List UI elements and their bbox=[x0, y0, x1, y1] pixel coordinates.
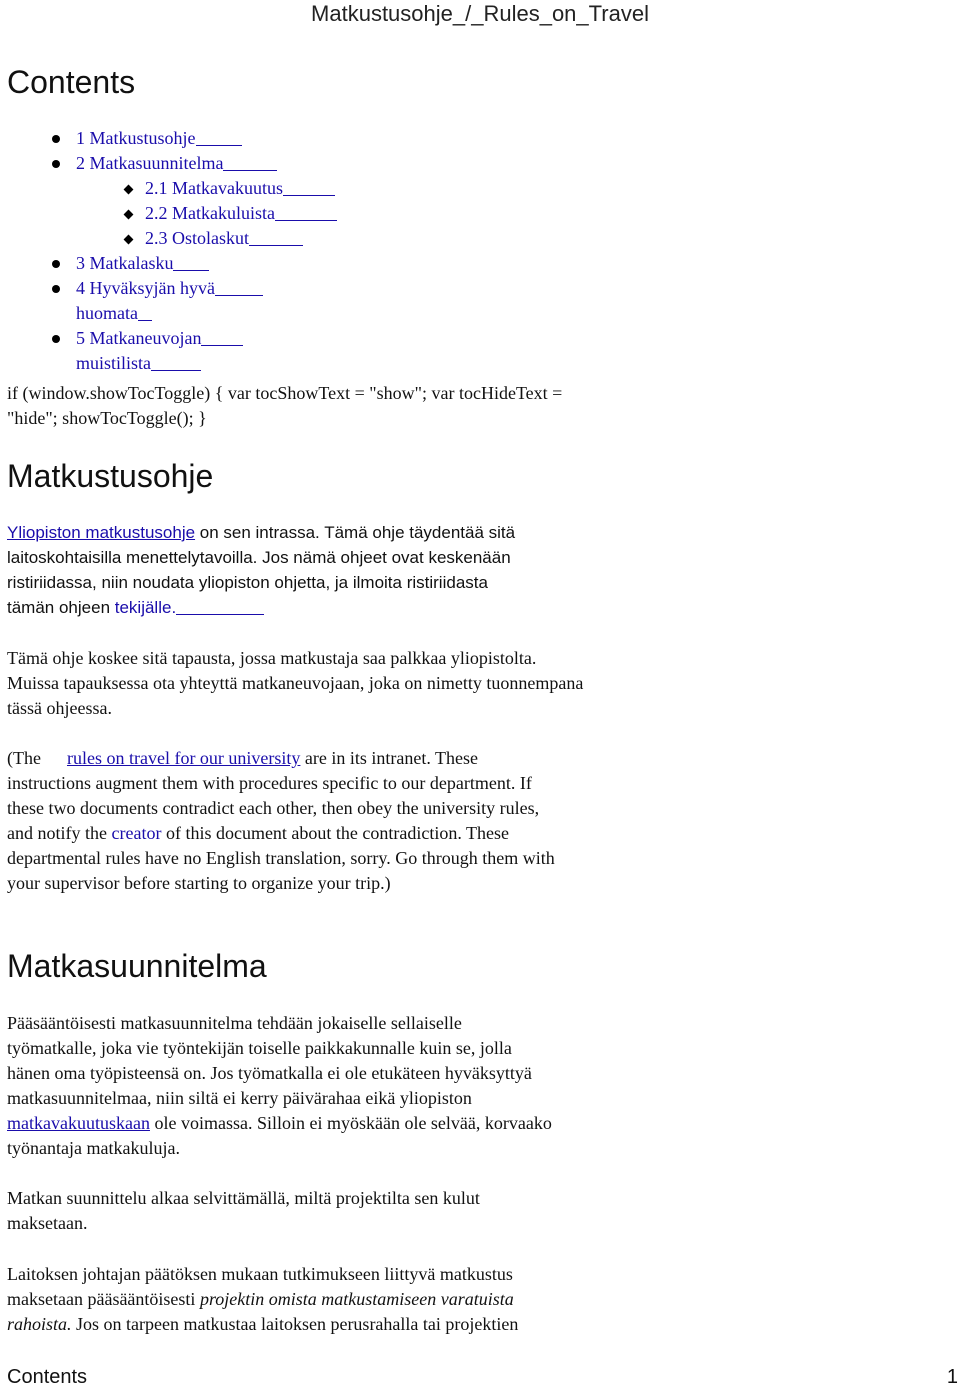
toc-item-matkustusohje[interactable]: 1 Matkustusohje bbox=[76, 126, 242, 151]
toc-item-hyvaksyjan-hyva-huomata[interactable]: 4 Hyväksyjän hyvä bbox=[76, 276, 263, 301]
paragraph-line: Yliopiston matkustusohje on sen intrassa. Tämä ohje täydentää sitä bbox=[7, 523, 516, 542]
bullet-icon bbox=[52, 335, 60, 343]
paragraph-line: laitoskohtaisilla menettelytavoilla. Jos nämä ohjeet ovat keskenään bbox=[7, 548, 511, 567]
page-header-title: Matkustusohje_/_Rules_on_Travel bbox=[311, 1, 649, 26]
tekija-link[interactable]: tekijälle. bbox=[115, 598, 264, 617]
paragraph-line: matkavakuutuskaan ole voimassa. Silloin ei myöskään ole selvää, korvaako bbox=[7, 1113, 552, 1133]
toc-script-line-1: if (window.showTocToggle) { var tocShowText = "show"; var tocHideText = bbox=[7, 383, 563, 403]
paragraph-line: and notify the creator of this document about the contradiction. These bbox=[7, 823, 510, 843]
paragraph-line: työmatkalle, joka vie työntekijän toiselle paikkakunnalle kuin se, jolla bbox=[7, 1038, 512, 1058]
diamond-bullet-icon bbox=[124, 235, 134, 245]
paragraph-line: rahoista. Jos on tarpeen matkustaa laitoksen perusrahalla tai projektien bbox=[7, 1314, 519, 1334]
toc-item-matkalasku[interactable]: 3 Matkalasku bbox=[76, 251, 209, 276]
footer-label: Contents bbox=[7, 1366, 88, 1388]
bullet-icon bbox=[52, 135, 60, 143]
toc-item-matkaneuvojan-muistilista[interactable]: 5 Matkaneuvojan bbox=[76, 326, 243, 351]
toc-item-ostolaskut[interactable]: 2.3 Ostolaskut bbox=[145, 226, 303, 251]
paragraph-line: your supervisor before starting to organize your trip.) bbox=[7, 873, 391, 893]
section-heading-matkustusohje: Matkustusohje bbox=[7, 458, 214, 494]
bullet-icon bbox=[52, 285, 60, 293]
page-number: 1 bbox=[946, 1366, 958, 1388]
paragraph-line: Laitoksen johtajan päätöksen mukaan tutkimukseen liittyvä matkustus bbox=[7, 1264, 513, 1284]
bullet-icon bbox=[52, 160, 60, 168]
paragraph-line: työnantaja matkakuluja. bbox=[7, 1138, 180, 1158]
paragraph-line: instructions augment them with procedures specific to our department. If bbox=[7, 773, 532, 793]
paragraph-line: tämän ohjeen tekijälle. bbox=[7, 595, 264, 620]
creator-link[interactable]: creator bbox=[111, 823, 162, 843]
paragraph-line: Pääsääntöisesti matkasuunnitelma tehdään jokaiselle sellaiselle bbox=[7, 1013, 462, 1033]
section-heading-matkasuunnitelma: Matkasuunnitelma bbox=[7, 948, 267, 984]
paragraph-line: Muissa tapauksessa ota yhteyttä matkaneuvojaan, joka on nimetty tuonnempana bbox=[7, 673, 584, 693]
paragraph-line: ristiriidassa, niin noudata yliopiston ohjetta, ja ilmoita ristiriidasta bbox=[7, 573, 488, 592]
paragraph-line: these two documents contradict each other, then obey the university rules, bbox=[7, 798, 540, 818]
paragraph-line: hänen oma työpisteensä on. Jos työmatkalla ei ole etukäteen hyväksyttyä bbox=[7, 1063, 532, 1083]
paragraph-line: Tämä ohje koskee sitä tapausta, jossa matkustaja saa palkkaa yliopistolta. bbox=[7, 648, 537, 668]
paragraph-line: maksetaan pääsääntöisesti projektin omista matkustamiseen varatuista bbox=[7, 1289, 514, 1309]
toc-heading: Contents bbox=[7, 64, 136, 100]
yliopiston-matkustusohje-link[interactable]: Yliopiston matkustusohje bbox=[7, 523, 196, 542]
paragraph-line: tässä ohjeessa. bbox=[7, 698, 112, 718]
toc-script-line-2: "hide"; showTocToggle(); } bbox=[7, 408, 207, 428]
rules-on-travel-link[interactable]: rules on travel for our university bbox=[66, 748, 301, 768]
paragraph-line: Matkan suunnittelu alkaa selvittämällä, miltä projektilta sen kulut bbox=[7, 1188, 480, 1208]
diamond-bullet-icon bbox=[124, 185, 134, 195]
matkavakuutus-link[interactable]: matkavakuutuskaan bbox=[7, 1113, 150, 1133]
paragraph-line: maksetaan. bbox=[7, 1213, 88, 1233]
toc-item-matkasuunnitelma[interactable]: 2 Matkasuunnitelma bbox=[76, 151, 277, 176]
toc-item-matkavakuutus[interactable]: 2.1 Matkavakuutus bbox=[145, 176, 335, 201]
diamond-bullet-icon bbox=[124, 210, 134, 220]
toc-item-matkakuluista[interactable]: 2.2 Matkakuluista bbox=[145, 201, 337, 226]
bullet-icon bbox=[52, 260, 60, 268]
toc-item-hyvaksyjan-hyva-huomata-cont[interactable]: huomata bbox=[76, 301, 152, 326]
paragraph-line: (The rules on travel for our university are in its intranet. These bbox=[7, 748, 479, 768]
paragraph-line: matkasuunnitelmaa, niin siltä ei kerry päivärahaa eikä yliopiston bbox=[7, 1088, 472, 1108]
toc-item-matkaneuvojan-muistilista-cont[interactable]: muistilista bbox=[76, 351, 201, 376]
paragraph-line: departmental rules have no English translation, sorry. Go through them with bbox=[7, 848, 555, 868]
